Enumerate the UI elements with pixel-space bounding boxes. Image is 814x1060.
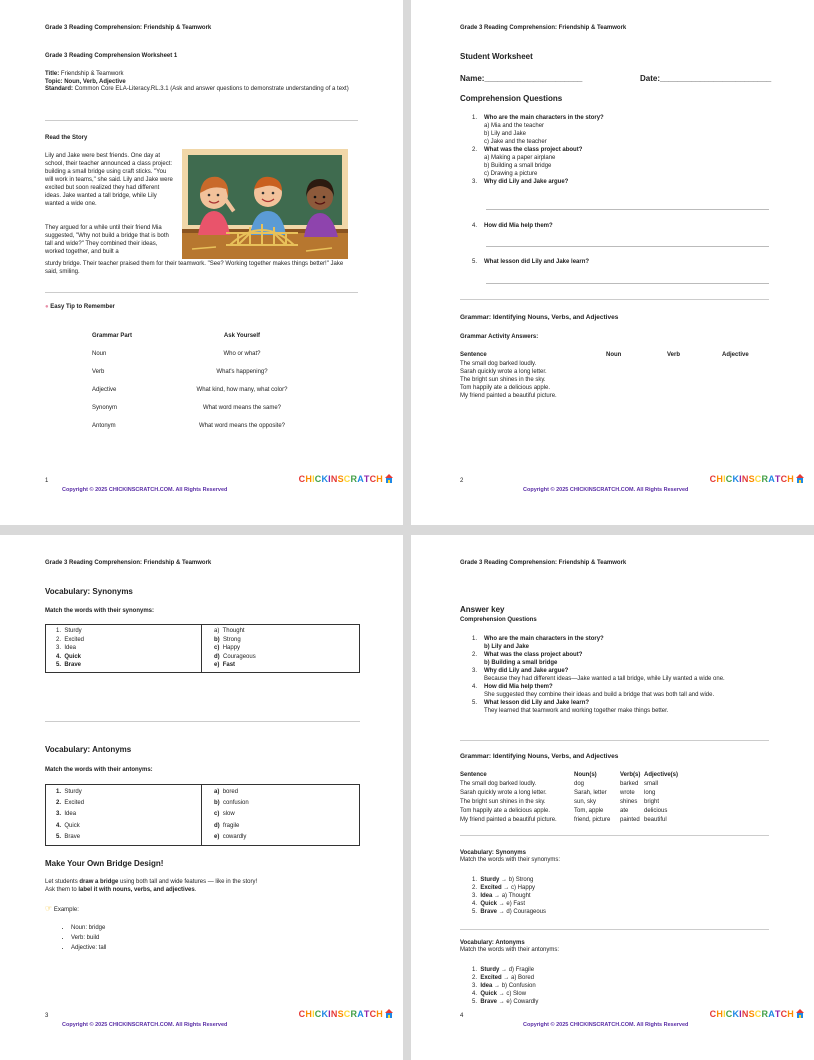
running-header: Grade 3 Reading Comprehension: Friendship & Teamwork — [460, 560, 627, 566]
table-row: My friend painted a beautiful picture. friend, picture painted beautiful — [460, 817, 667, 823]
list-item: 5. Brave — [56, 833, 81, 840]
running-header: Grade 3 Reading Comprehension: Friendship & Teamwork — [45, 560, 212, 566]
running-header: Grade 3 Reading Comprehension: Friendship & Teamwork — [460, 25, 627, 31]
list-item: a) bored — [214, 789, 239, 795]
table-row: Sarah quickly wrote a long letter. — [460, 369, 547, 375]
grammar-activity-table — [460, 351, 780, 400]
copyright: Copyright © 2025 CHICKINSCRATCH.COM. All Rights Reserved — [62, 1022, 228, 1028]
synonyms-heading: Vocabulary: Synonyms — [460, 850, 526, 856]
name-field[interactable]: Name:______________________ — [460, 74, 583, 83]
antonyms-key-list — [472, 966, 538, 1006]
page-number: 3 — [45, 1013, 49, 1019]
grammar-heading: Grammar: Identifying Nouns, Verbs, and Adjectives — [460, 753, 619, 760]
list-item: 5. Brave — [56, 662, 82, 669]
copyright: Copyright © 2025 CHICKINSCRATCH.COM. All Rights Reserved — [523, 1022, 689, 1028]
grammar-subheading: Grammar Activity Answers: — [460, 334, 539, 340]
brain-icon: ● — [45, 304, 49, 310]
list-item: 2. Excited → c) Happy — [472, 885, 536, 891]
worksheet-title: Student Worksheet — [460, 52, 533, 61]
antonyms-heading: Vocabulary: Antonyms — [45, 745, 132, 754]
grammar-tip-table — [92, 327, 302, 435]
page-1 — [0, 0, 403, 525]
schoolhouse-icon — [385, 474, 393, 483]
answer-key-list: 1. Who are the main characters in the story? b) Lily and Jake 2. What was the class project about? b) Building a small bridge 3. Why did Lily and Jake argue? Because they had different ideas—Jake wanted a tall bridge, while Lily wanted a wide one. 4. How did Mia help them? She suggested they combine their ideas and build a bridge that was both tall and wide. 5. What lesson did Lily and Jake learn? They learned that teamwork and working together make things better. — [472, 636, 725, 714]
page-number: 2 — [460, 478, 464, 484]
worksheet-title: Grade 3 Reading Comprehension Worksheet 1 — [45, 53, 178, 59]
table-row: Tom happily ate a delicious apple. — [460, 385, 551, 391]
table-header-row: Grammar Part Ask Yourself — [92, 333, 261, 339]
example-list — [55, 923, 106, 953]
table-row: Noun Who or what? — [92, 351, 261, 357]
logo: CHICKINSCRATCH — [710, 474, 804, 484]
antonyms-heading: Vocabulary: Antonyms — [460, 940, 525, 946]
grammar-heading: Grammar: Identifying Nouns, Verbs, and Adjectives — [460, 314, 619, 321]
tip-heading: ● Easy Tip to Remember — [45, 304, 115, 310]
table-row: Verb What's happening? — [92, 369, 268, 375]
list-item: 3. Idea → a) Thought — [472, 893, 531, 899]
bridge-design-instructions: Let students draw a bridge using both tall and wide features — like in the story! Ask them to label it with nouns, verbs, and adjectives. — [45, 879, 258, 893]
list-item: 3. Idea → b) Confusion — [472, 983, 536, 989]
list-item: c) Happy — [214, 645, 241, 652]
question-5: What lesson did Lily and Jake learn? — [484, 259, 590, 265]
list-item: e) Fast — [214, 662, 236, 669]
comprehension-heading: Comprehension Questions — [460, 617, 537, 623]
list-item: 2. Excited — [56, 636, 85, 643]
list-item: 1. Sturdy — [56, 789, 82, 795]
list-item: 5. Brave → d) Courageous — [472, 909, 547, 915]
table-row: My friend painted a beautiful picture. — [460, 393, 557, 399]
list-item: 1. Sturdy → b) Strong — [472, 877, 534, 883]
list-item: 1. Sturdy → d) Fragile — [472, 967, 535, 973]
story-heading: Read the Story — [45, 135, 88, 141]
list-item: 2. Excited → a) Bored — [472, 975, 535, 981]
answer-line[interactable] — [486, 246, 769, 247]
schoolhouse-icon — [796, 474, 804, 483]
divider — [460, 299, 769, 300]
synonyms-match-box — [45, 624, 360, 673]
example-label: ☞ Example: — [45, 904, 79, 913]
table-header-row: Sentence Noun Verb Adjective — [460, 352, 749, 358]
grammar-answer-table — [460, 771, 780, 825]
page-number: 4 — [460, 1013, 464, 1019]
table-row: Synonym What word means the same? — [92, 405, 282, 411]
synonyms-key-list — [472, 876, 546, 916]
list-item: 3. Idea — [56, 811, 77, 818]
divider — [460, 835, 769, 836]
list-item: 2. Excited — [56, 800, 85, 807]
story-paragraph-2: They argued for a while until their friend Mia suggested, "Why not build a bridge that is both tall and wide?" They combined their ideas, worked together, and built a — [45, 225, 169, 255]
table-row: Antonym What word means the opposite? — [92, 423, 286, 429]
list-item: 4. Quick — [56, 653, 82, 660]
table-row: The bright sun shines in the sky. sun, sky shines bright — [460, 799, 660, 805]
list-item: 5. Brave → e) Cowardly — [472, 999, 539, 1005]
table-row: The bright sun shines in the sky. — [460, 377, 546, 383]
divider — [45, 120, 358, 121]
antonyms-instructions: Match the words with their antonyms: — [45, 767, 153, 773]
list-item: b) Strong — [214, 636, 241, 643]
synonyms-instructions: Match the words with their synonyms: — [460, 857, 561, 863]
list-item: 4. Quick → c) Slow — [472, 991, 527, 997]
logo: CHICKINSCRATCH — [710, 1009, 804, 1019]
list-item: • Adjective: tall — [71, 943, 106, 953]
antonyms-match-box — [45, 784, 360, 846]
synonyms-instructions: Match the words with their synonyms: — [45, 608, 155, 614]
table-row: The small dog barked loudly. dog barked small — [460, 781, 659, 787]
table-row: Sarah quickly wrote a long letter. Sarah, letter wrote long — [460, 790, 656, 796]
copyright: Copyright © 2025 CHICKINSCRATCH.COM. All Rights Reserved — [62, 487, 228, 493]
page-2: Grade 3 Reading Comprehension: Friendship & Teamwork Student Worksheet Name:______________________ Date:_________________________ Comprehension Questions 1. Who are the main characters in the story? a) Mia and the teacher b) Lily and Jake c) Jake and the teacher 2. What was the class project about? a) Making a paper airplane b) Building a small bridge c) Drawing a picture 3. Why did Lily and Jake argue? 4. How did Mia help them? 5. What lesson did Lily and Jake learn? Grammar: Identifying Nouns, Verbs, and Adjectives Grammar Activity Answers: Sentence Noun Verb Adjective The small dog barked loudly. Sarah quickly wrote a long letter. The bright sun shines in the sky. Tom happily ate a delicious apple. My friend painted a beautiful picture. 2 Copyright © 2025 CHICKINSCRATCH.COM. All Rights Reserved CHICKINSCRATCH — [411, 0, 814, 525]
list-item: • Noun: bridge — [71, 923, 106, 933]
list-item: e) cowardly — [214, 833, 247, 840]
schoolhouse-icon — [796, 1009, 804, 1018]
list-item: d) fragile — [214, 822, 240, 829]
divider — [460, 740, 769, 741]
divider — [45, 292, 358, 293]
answer-line[interactable] — [486, 209, 769, 210]
comprehension-heading: Comprehension Questions — [460, 94, 563, 103]
story-paragraph-3: sturdy bridge. Their teacher praised them for their teamwork. "See? Working together makes things better!" Jake said, smiling. — [45, 261, 344, 275]
page-4 — [411, 535, 814, 1060]
table-header-row: Sentence Noun(s) Verb(s) Adjective(s) — [460, 772, 679, 778]
questions-list: 1. Who are the main characters in the story? a) Mia and the teacher b) Lily and Jake c) Jake and the teacher 2. What was the class project about? a) Making a paper airplane b) Building a small bridge c) Drawing a picture 3. Why did Lily and Jake argue? — [472, 115, 604, 185]
list-item: d) Courageous — [214, 653, 256, 660]
list-item: 4. Quick — [56, 822, 80, 829]
answer-line[interactable] — [486, 283, 769, 284]
pointing-hand-icon: ☞ — [45, 904, 53, 913]
date-field[interactable]: Date:_________________________ — [640, 74, 772, 83]
logo: CHICKINSCRATCH — [299, 474, 393, 484]
worksheet-meta: Title: Friendship & Teamwork Topic: Noun, Verb, Adjective Standard: Common Core ELA-Literacy.RL.3.1 (Ask and answer questions to demonstrate understanding of a text) — [45, 71, 349, 92]
divider — [460, 929, 769, 930]
table-row: Adjective What kind, how many, what color? — [92, 387, 288, 393]
schoolhouse-icon — [385, 1009, 393, 1018]
bridge-design-heading: Make Your Own Bridge Design! — [45, 859, 164, 868]
copyright: Copyright © 2025 CHICKINSCRATCH.COM. All Rights Reserved — [523, 487, 689, 493]
list-item: • Verb: build — [71, 933, 106, 943]
list-item: b) confusion — [214, 800, 249, 807]
table-row: Tom happily ate a delicious apple. Tom, apple ate delicious — [460, 808, 668, 814]
antonyms-instructions: Match the words with their antonyms: — [460, 947, 560, 953]
list-item: c) slow — [214, 811, 235, 818]
answer-key-heading: Answer key — [460, 605, 505, 614]
divider — [45, 721, 360, 722]
list-item: 1. Sturdy — [56, 628, 82, 634]
synonyms-heading: Vocabulary: Synonyms — [45, 587, 133, 596]
running-header: Grade 3 Reading Comprehension: Friendship & Teamwork — [45, 25, 212, 31]
logo: CHICKINSCRATCH — [299, 1009, 393, 1019]
list-item: a) Thought — [214, 628, 245, 634]
page-number: 1 — [45, 478, 49, 484]
question-4: How did Mia help them? — [484, 223, 553, 229]
table-row: The small dog barked loudly. — [460, 361, 537, 367]
kids-bridge-illustration — [182, 149, 348, 259]
page-3 — [0, 535, 403, 1060]
list-item: 4. Quick → e) Fast — [472, 901, 526, 907]
list-item: 3. Idea — [56, 645, 77, 652]
story-paragraph-1: Lily and Jake were best friends. One day at school, their teacher announced a class project: building a small bridge using craft sticks. "You will work in teams," she said. Lily and Jake were excited but soon realized they had different ideas. Jake wanted a tall bridge, while Lily wanted a wide one. — [45, 153, 173, 207]
